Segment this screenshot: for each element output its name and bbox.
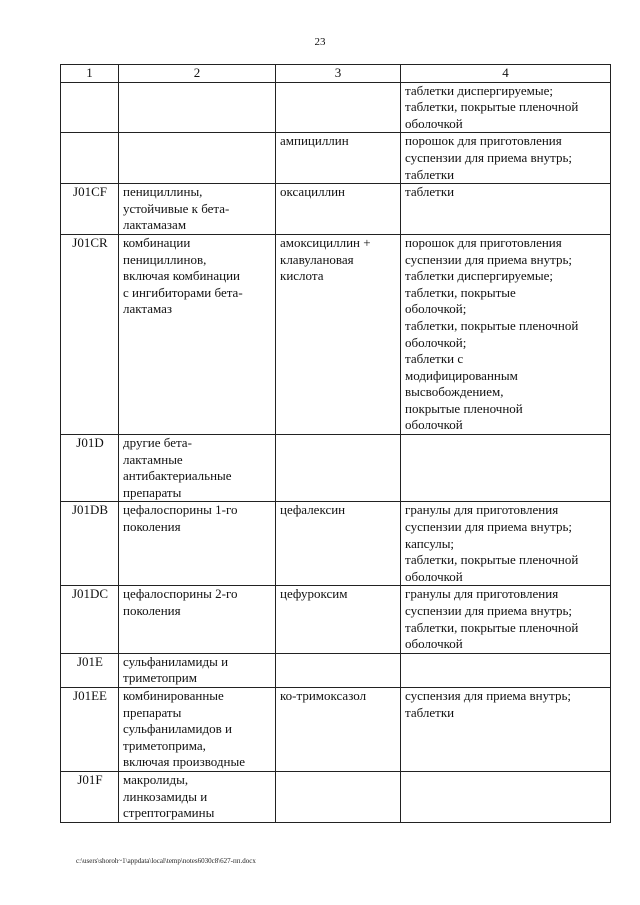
group-line: другие бета- xyxy=(123,435,192,451)
group-line: препараты xyxy=(123,484,182,500)
group-line: сульфаниламидов и xyxy=(123,721,232,737)
group-line: триметоприм xyxy=(123,670,197,686)
group-line: лактамаз xyxy=(123,301,173,317)
group-line: цефалоспорины 2-го xyxy=(123,586,238,602)
table-row xyxy=(61,771,611,822)
group-line: комбинированные xyxy=(123,687,224,703)
drug-name-line: клавулановая xyxy=(280,251,354,267)
dosage-forms-line: модифицированным xyxy=(405,367,518,383)
dosage-forms-cell xyxy=(401,586,611,653)
dosage-forms-line: оболочкой xyxy=(405,636,463,652)
group-cell xyxy=(119,653,276,687)
group-line: лактамные xyxy=(123,451,183,467)
dosage-forms-cell xyxy=(401,771,611,822)
atc-code-cell: J01DC xyxy=(61,586,119,653)
drug-name-line: кислота xyxy=(280,268,324,284)
atc-code-cell: J01CR xyxy=(61,234,119,434)
group-cell xyxy=(119,234,276,434)
dosage-forms-line: таблетки диспергируемые; xyxy=(405,82,553,98)
table-row xyxy=(61,653,611,687)
table-row xyxy=(61,133,611,184)
drug-name-line: ко-тримоксазол xyxy=(280,687,367,703)
group-line: комбинации xyxy=(123,234,191,250)
group-cell xyxy=(119,435,276,502)
dosage-forms-line: таблетки, покрытые пленочной xyxy=(405,317,579,333)
table-row xyxy=(61,687,611,771)
dosage-forms-line: суспензии для приема внутрь; xyxy=(405,149,573,165)
table-row xyxy=(61,184,611,235)
group-cell xyxy=(119,133,276,184)
drug-name-line: цефалексин xyxy=(280,502,346,518)
drug-name-line: оксациллин xyxy=(280,184,345,200)
group-line: пенициллинов, xyxy=(123,251,207,267)
group-line: сульфаниламиды и xyxy=(123,653,229,669)
dosage-forms-line: таблетки диспергируемые; xyxy=(405,268,553,284)
table-header-row xyxy=(61,65,611,83)
dosage-forms-line: таблетки xyxy=(405,184,455,200)
group-line: включая комбинации xyxy=(123,268,240,284)
drug-table xyxy=(60,64,611,823)
table-row xyxy=(61,435,611,502)
column-header-1: 1 xyxy=(61,65,119,83)
group-line: макролиды, xyxy=(123,771,189,787)
dosage-forms-cell xyxy=(401,133,611,184)
dosage-forms-line: высвобождением, xyxy=(405,384,504,400)
dosage-forms-line: капсулы; xyxy=(405,535,455,551)
drug-name-cell xyxy=(276,234,401,434)
atc-code-cell xyxy=(61,133,119,184)
dosage-forms-line: суспензии для приема внутрь; xyxy=(405,603,573,618)
dosage-forms-line: таблетки, покрытые пленочной xyxy=(405,619,579,635)
dosage-forms-cell xyxy=(401,653,611,687)
dosage-forms-cell xyxy=(401,502,611,586)
dosage-forms-line: таблетки с xyxy=(405,351,464,367)
dosage-forms-line: оболочкой xyxy=(405,417,463,433)
dosage-forms-cell xyxy=(401,234,611,434)
group-line: стрептограмины xyxy=(123,805,215,821)
dosage-forms-line: оболочкой; xyxy=(405,301,467,317)
dosage-forms-line: оболочкой; xyxy=(405,334,467,350)
group-line: поколения xyxy=(123,603,181,618)
table-row xyxy=(61,82,611,133)
dosage-forms-line: суспензия для приема внутрь; xyxy=(405,687,572,703)
group-cell xyxy=(119,586,276,653)
atc-code-cell xyxy=(61,82,119,133)
dosage-forms-line: суспензии для приема внутрь; xyxy=(405,251,573,267)
dosage-forms-cell xyxy=(401,687,611,771)
group-line: цефалоспорины 1-го xyxy=(123,502,238,518)
dosage-forms-line: таблетки, покрытые пленочной xyxy=(405,99,579,115)
group-cell xyxy=(119,687,276,771)
group-line: линкозамиды и xyxy=(123,788,208,804)
dosage-forms-cell xyxy=(401,435,611,502)
group-cell xyxy=(119,82,276,133)
file-path-footer: c:\users\shoroh~1\appdata\local\temp\notes6030c8\627-пп.docx xyxy=(76,857,256,865)
table-row xyxy=(61,586,611,653)
dosage-forms-cell xyxy=(401,184,611,235)
atc-code-cell: J01CF xyxy=(61,184,119,235)
drug-name-cell xyxy=(276,687,401,771)
atc-code-cell: J01E xyxy=(61,653,119,687)
group-line: антибактериальные xyxy=(123,468,232,484)
drug-name-cell xyxy=(276,82,401,133)
atc-code-cell: J01EE xyxy=(61,687,119,771)
dosage-forms-line: гранулы для приготовления xyxy=(405,586,559,602)
dosage-forms-line: таблетки, покрытые xyxy=(405,284,516,300)
drug-name-line: ампициллин xyxy=(280,133,349,149)
drug-name-line: амоксициллин + xyxy=(280,234,371,250)
group-line: препараты xyxy=(123,704,182,720)
drug-name-cell xyxy=(276,586,401,653)
dosage-forms-line: гранулы для приготовления xyxy=(405,502,559,518)
drug-name-cell xyxy=(276,771,401,822)
column-header-3: 3 xyxy=(276,65,401,83)
drug-name-cell xyxy=(276,653,401,687)
group-line: с ингибиторами бета- xyxy=(123,284,243,300)
dosage-forms-line: порошок для приготовления xyxy=(405,133,562,149)
atc-code-cell: J01D xyxy=(61,435,119,502)
group-line: пенициллины, xyxy=(123,184,203,200)
dosage-forms-line: оболочкой xyxy=(405,115,463,131)
group-line: лактамазам xyxy=(123,217,187,233)
group-cell xyxy=(119,502,276,586)
dosage-forms-line: таблетки xyxy=(405,166,455,182)
group-cell xyxy=(119,771,276,822)
column-header-4: 4 xyxy=(401,65,611,83)
drug-name-line: цефуроксим xyxy=(280,586,348,602)
dosage-forms-cell xyxy=(401,82,611,133)
page-number: 23 xyxy=(314,36,326,48)
drug-name-cell xyxy=(276,502,401,586)
group-line: поколения xyxy=(123,519,181,535)
column-header-2: 2 xyxy=(119,65,276,83)
table-row xyxy=(61,502,611,586)
atc-code-cell: J01DB xyxy=(61,502,119,586)
dosage-forms-line: таблетки xyxy=(405,704,455,720)
dosage-forms-line: оболочкой xyxy=(405,568,463,584)
dosage-forms-line: таблетки, покрытые пленочной xyxy=(405,552,579,568)
group-line: триметоприма, xyxy=(123,737,206,753)
group-cell xyxy=(119,184,276,235)
group-line: устойчивые к бета- xyxy=(123,200,230,216)
atc-code-cell: J01F xyxy=(61,771,119,822)
drug-name-cell xyxy=(276,435,401,502)
group-line: включая производные xyxy=(123,754,245,770)
dosage-forms-line: порошок для приготовления xyxy=(405,234,562,250)
dosage-forms-line: покрытые пленочной xyxy=(405,400,523,416)
drug-name-cell xyxy=(276,133,401,184)
dosage-forms-line: суспензии для приема внутрь; xyxy=(405,519,573,535)
table-row xyxy=(61,234,611,434)
drug-name-cell xyxy=(276,184,401,235)
